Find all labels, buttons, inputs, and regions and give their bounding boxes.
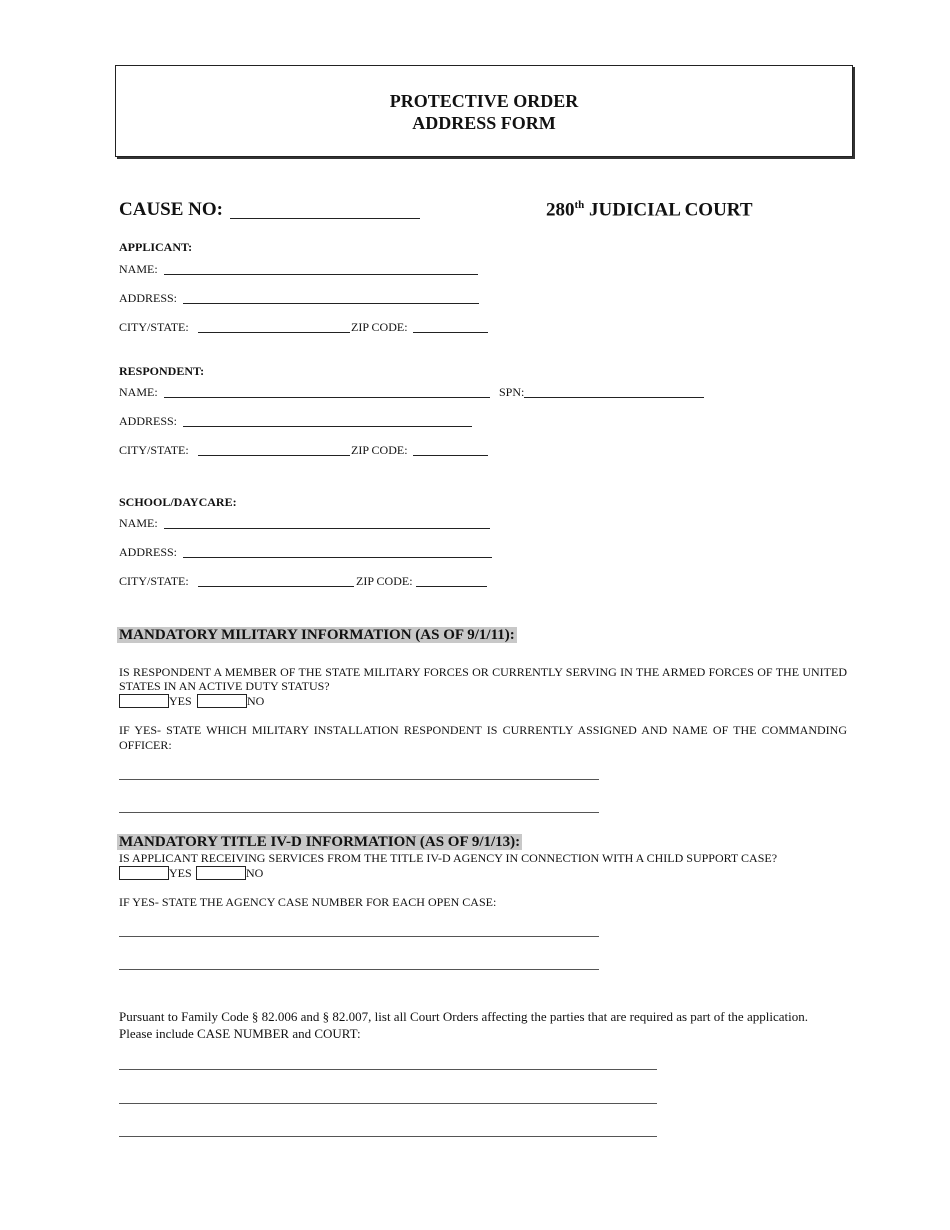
cause-number-label: CAUSE NO:: [119, 199, 223, 220]
respondent-name-label: NAME:: [119, 385, 158, 399]
military-yes-checkbox[interactable]: [119, 694, 169, 708]
applicant-address-field[interactable]: [183, 303, 479, 304]
school-address-label: ADDRESS:: [119, 545, 178, 559]
applicant-zip-label: ZIP CODE:: [351, 320, 408, 334]
court-number-suffix: th: [574, 199, 585, 211]
title-ivd-yes-label: YES: [169, 866, 192, 880]
title-ivd-yes-checkbox[interactable]: [119, 866, 169, 880]
school-name-label: NAME:: [119, 516, 158, 530]
military-answer-line-1[interactable]: [119, 779, 599, 780]
form-title-line2: ADDRESS FORM: [412, 113, 556, 133]
military-no-checkbox[interactable]: [197, 694, 247, 708]
title-ivd-answer-line-1[interactable]: [119, 936, 599, 937]
military-no-label: NO: [247, 694, 265, 708]
respondent-zip-label: ZIP CODE:: [351, 443, 408, 457]
court-number: 280: [546, 199, 575, 221]
school-heading: SCHOOL/DAYCARE:: [119, 495, 237, 509]
military-question: IS RESPONDENT A MEMBER OF THE STATE MILITARY FORCES OR CURRENTLY SERVING IN THE ARMED FORCES OF THE UNITED STATES IN AN ACTIVE DUTY STATUS?: [119, 665, 847, 693]
applicant-zip-field[interactable]: [413, 332, 488, 333]
court-orders-instructions: Pursuant to Family Code § 82.006 and § 82.007, list all Court Orders affecting the parties that are required as part of the application. Please include CASE NUMBER and COURT:: [119, 1009, 808, 1041]
court-label: [546, 199, 753, 221]
respondent-address-field[interactable]: [183, 426, 472, 427]
court-orders-line-2[interactable]: [119, 1103, 657, 1104]
title-ivd-followup: IF YES- STATE THE AGENCY CASE NUMBER FOR EACH OPEN CASE:: [119, 895, 497, 909]
applicant-heading: APPLICANT:: [119, 240, 193, 254]
school-name-field[interactable]: [164, 528, 490, 529]
title-ivd-section-heading: [117, 833, 522, 851]
military-followup: IF YES- STATE WHICH MILITARY INSTALLATION RESPONDENT IS CURRENTLY ASSIGNED AND NAME OF THE COMMANDING OFFICER:: [119, 723, 847, 752]
school-city-field[interactable]: [198, 586, 354, 587]
form-title-line1: PROTECTIVE ORDER: [389, 91, 579, 111]
title-ivd-no-checkbox[interactable]: [196, 866, 246, 880]
applicant-city-label: CITY/STATE:: [119, 320, 189, 334]
military-section-heading: [117, 626, 517, 644]
applicant-address-label: ADDRESS:: [119, 291, 178, 305]
applicant-name-label: NAME:: [119, 262, 158, 276]
school-city-label: CITY/STATE:: [119, 574, 189, 588]
title-ivd-question: IS APPLICANT RECEIVING SERVICES FROM THE TITLE IV-D AGENCY IN CONNECTION WITH A CHILD SUPPORT CASE?: [119, 851, 778, 865]
respondent-heading: RESPONDENT:: [119, 364, 205, 378]
title-ivd-heading-text: MANDATORY TITLE IV-D INFORMATION (AS OF 9/1/13):: [119, 834, 521, 850]
military-yes-label: YES: [169, 694, 192, 708]
applicant-city-field[interactable]: [198, 332, 350, 333]
respondent-address-label: ADDRESS:: [119, 414, 178, 428]
respondent-zip-field[interactable]: [413, 455, 488, 456]
respondent-city-label: CITY/STATE:: [119, 443, 189, 457]
applicant-name-field[interactable]: [164, 274, 478, 275]
school-zip-label: ZIP CODE:: [356, 574, 413, 588]
military-heading-text: MANDATORY MILITARY INFORMATION (AS OF 9/1/11):: [119, 627, 515, 643]
respondent-name-field[interactable]: [164, 397, 490, 398]
title-ivd-answer-line-2[interactable]: [119, 969, 599, 970]
court-orders-line-3[interactable]: [119, 1136, 657, 1137]
form-title-box: [115, 65, 853, 157]
respondent-city-field[interactable]: [198, 455, 350, 456]
military-answer-line-2[interactable]: [119, 812, 599, 813]
school-zip-field[interactable]: [416, 586, 487, 587]
respondent-spn-label: SPN:: [499, 385, 525, 399]
title-ivd-no-label: NO: [246, 866, 264, 880]
respondent-spn-field[interactable]: [524, 397, 704, 398]
court-orders-line-1[interactable]: [119, 1069, 657, 1070]
cause-number-field[interactable]: [230, 218, 420, 219]
school-address-field[interactable]: [183, 557, 492, 558]
court-name: JUDICIAL COURT: [589, 199, 753, 221]
